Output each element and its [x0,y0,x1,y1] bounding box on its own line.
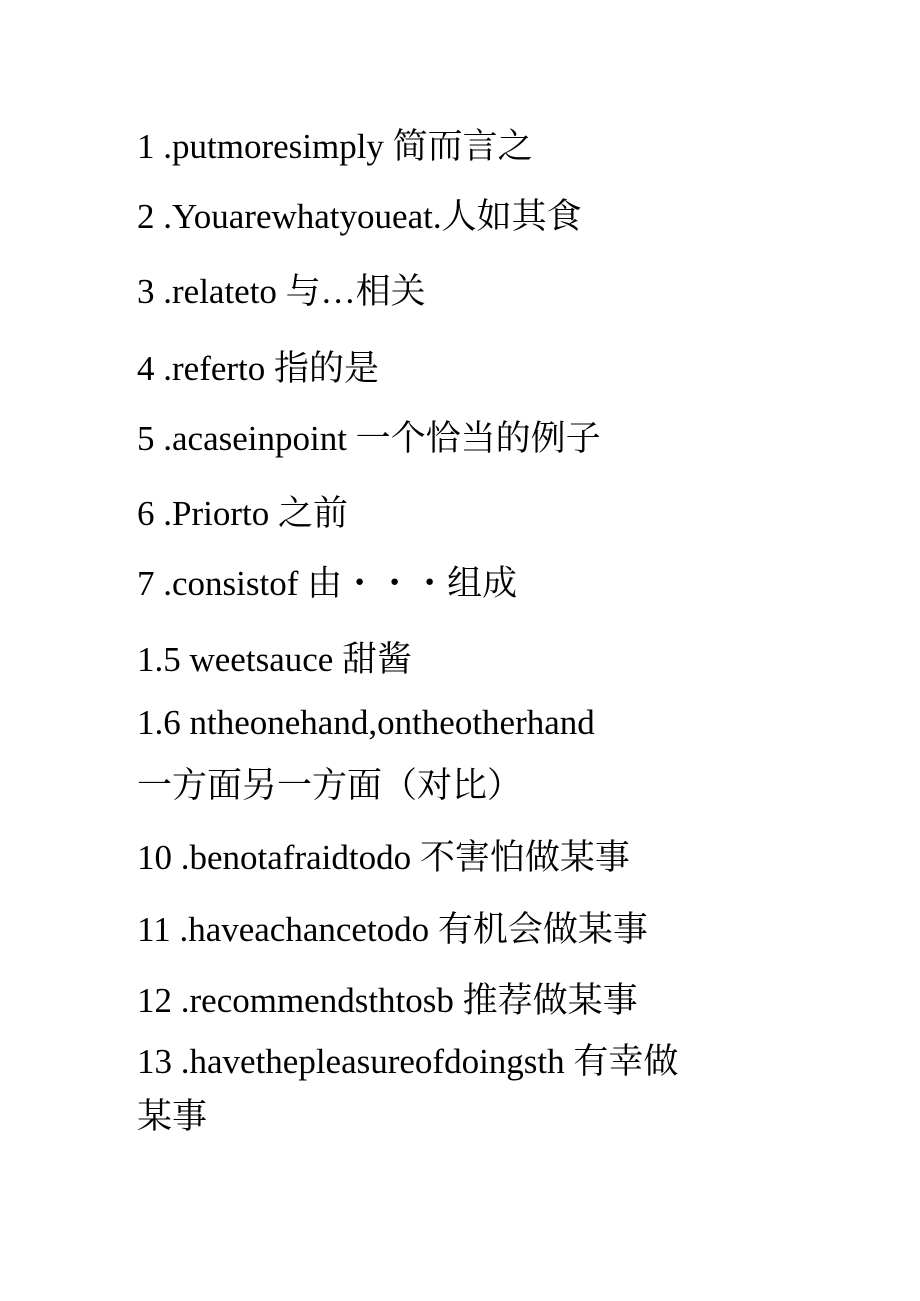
list-item: 5 .acaseinpoint 一个恰当的例子 [137,419,601,458]
list-item: 3 .relateto 与…相关 [137,272,426,311]
list-item: 1 .putmoresimply 简而言之 [137,127,533,166]
list-item: 13 .havethepleasureofdoingsth 有幸做 [137,1042,679,1081]
list-item: 1.5 weetsauce 甜酱 [137,640,413,679]
list-item: 11 .haveachancetodo 有机会做某事 [137,910,648,949]
list-item: 12 .recommendsthtosb 推荐做某事 [137,981,638,1020]
list-item: 10 .benotafraidtodo 不害怕做某事 [137,838,630,877]
list-item: 2 .Youarewhatyoueat.人如其食 [137,197,582,236]
list-item: 7 .consistof 由・・・组成 [137,564,518,603]
list-item: 4 .referto 指的是 [137,349,380,388]
list-item-continuation: 某事 [137,1097,208,1136]
list-item-continuation: 一方面另一方面（对比） [137,766,523,805]
list-item: 1.6 ntheonehand,ontheotherhand [137,703,595,742]
list-item: 6 .Priorto 之前 [137,494,348,533]
